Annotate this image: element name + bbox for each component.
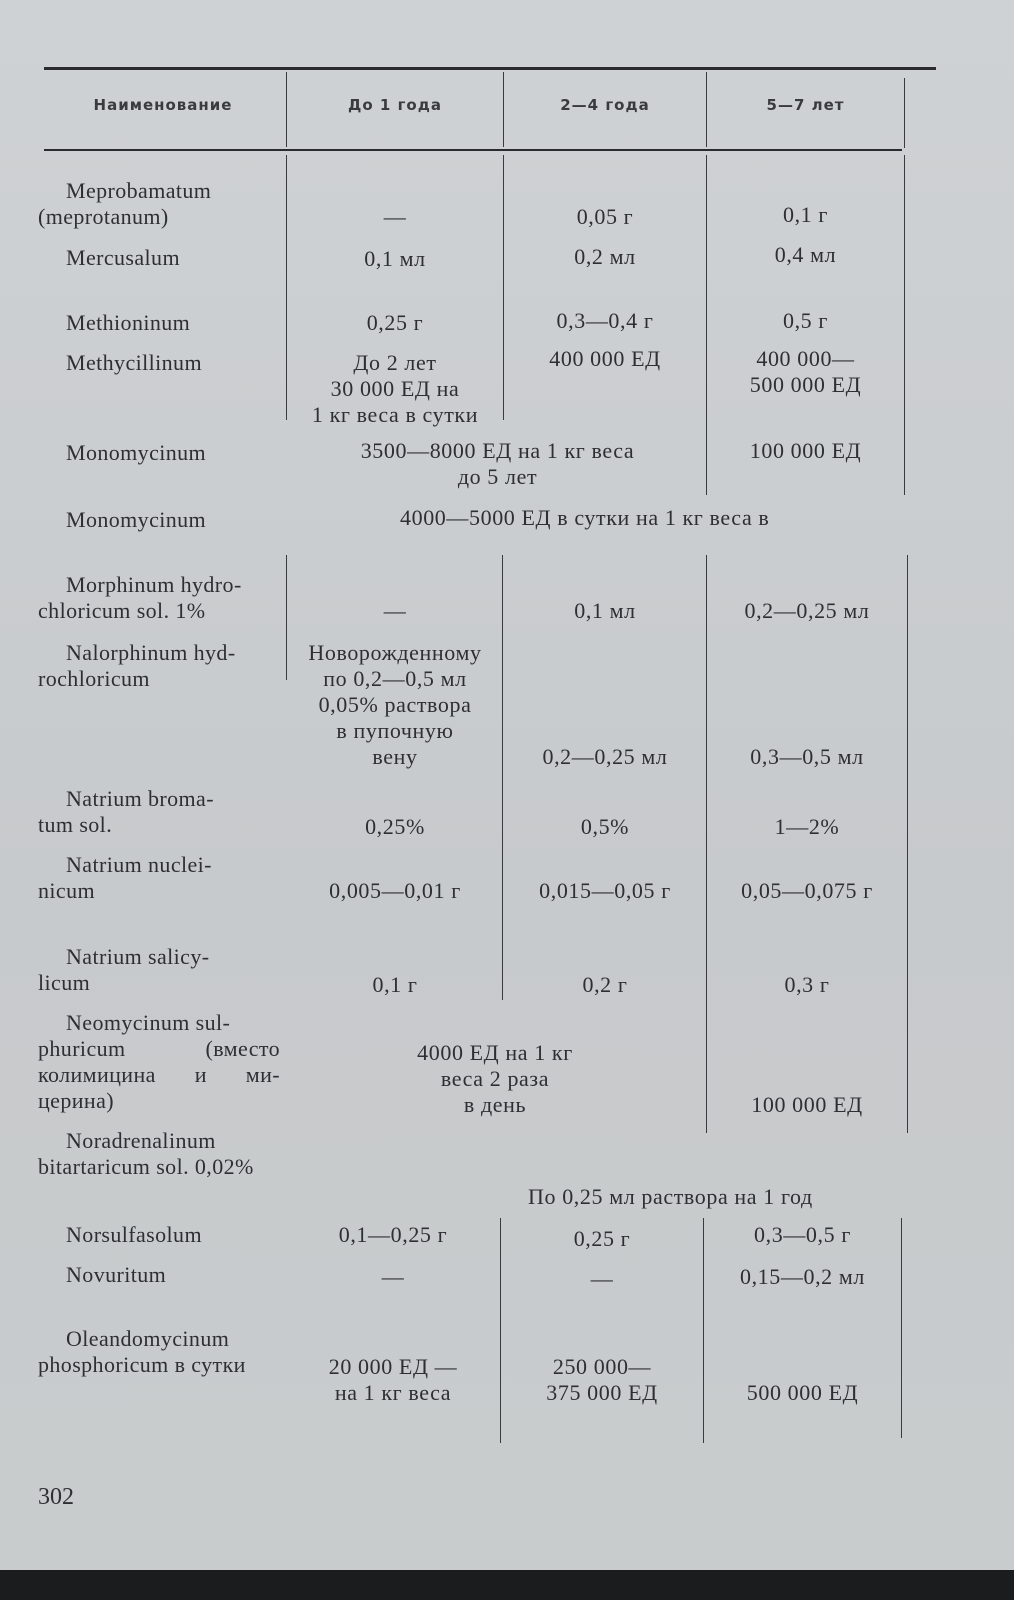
row-name: Neomycinum sul- phuricum (вместо колимицина и ми- церина) <box>38 1010 280 1113</box>
col-divider-2a <box>503 155 504 420</box>
cell-under-1: — <box>383 204 407 229</box>
cell-5-7: 100 000 ЕД <box>749 438 862 463</box>
cell-5-7: 0,5 г <box>782 308 829 333</box>
header-5-7: 5—7 лет <box>766 96 845 114</box>
row-name: Natrium salicy- licum <box>38 944 210 995</box>
cell-5-7: 0,4 мл <box>774 242 837 267</box>
cell-5-7: 0,15—0,2 мл <box>739 1264 865 1289</box>
top-rule <box>44 67 936 70</box>
page-number: 302 <box>38 1484 74 1510</box>
header-name: Наименование <box>93 96 233 114</box>
col-divider-1b <box>286 555 287 680</box>
cell-under-1: 0,1 г <box>372 972 418 997</box>
cell-2-4: 0,015—0,05 г <box>539 878 671 903</box>
cell-5-7: 100 000 ЕД <box>751 1092 863 1117</box>
row-name: Mercusalum <box>66 245 180 270</box>
col-divider-2b <box>502 555 503 1000</box>
cell-under-1: 0,1 мл <box>364 246 426 271</box>
cell-2-4: 250 000— 375 000 ЕД <box>546 1354 658 1405</box>
cell-5-7: 1—2% <box>774 814 840 839</box>
cell-5-7: 0,05—0,075 г <box>741 878 873 903</box>
row-name: Natrium broma- tum sol. <box>38 786 214 837</box>
cell-under-1: — <box>381 1264 405 1289</box>
cell-2-4: 0,2 г <box>582 972 628 997</box>
cell-under-1: 0,25% <box>365 814 425 839</box>
cell-2-4: 0,25 г <box>573 1226 631 1251</box>
header-divider-1 <box>286 72 287 147</box>
span-cell-all: По 0,25 мл раствора на 1 год <box>528 1184 813 1209</box>
cell-under-1: Новорожденному по 0,2—0,5 мл 0,05% раствора в пупочную вену <box>308 640 482 769</box>
row-name: Novuritum <box>66 1262 167 1287</box>
cell-under-1: 0,25 г <box>366 310 424 335</box>
row-name: Monomycinum <box>66 507 207 532</box>
cell-2-4: 400 000 ЕД <box>549 346 661 371</box>
cell-under-1: — <box>383 598 407 623</box>
col-divider-4b <box>907 555 908 1133</box>
span-cell-all: 4000—5000 ЕД в сутки на 1 кг веса в <box>400 505 770 530</box>
row-name: Monomycinum <box>66 440 207 465</box>
row-name: Methycillinum <box>66 350 202 375</box>
row-name: Meprobamatum (meprotanum) <box>38 178 212 229</box>
cell-2-4: 0,5% <box>580 814 630 839</box>
scan-edge <box>0 1570 1014 1600</box>
header-divider-4 <box>904 78 905 148</box>
row-name: Noradrenalinum bitartaricum sol. 0,02% <box>38 1128 254 1179</box>
cell-5-7: 0,2—0,25 мл <box>744 598 870 623</box>
col-divider-4c <box>901 1218 902 1438</box>
cell-under-1: 0,005—0,01 г <box>329 878 461 903</box>
row-name: Morphinum hydro- chloricum sol. 1% <box>38 572 242 623</box>
col-divider-4a <box>904 155 905 495</box>
cell-5-7: 500 000 ЕД <box>746 1380 859 1405</box>
cell-5-7: 0,1 г <box>782 202 829 227</box>
span-cell-under-5: 4000 ЕД на 1 кг веса 2 раза в день <box>417 1040 573 1117</box>
header-divider-3 <box>706 72 707 147</box>
cell-5-7: 0,3 г <box>784 972 830 997</box>
header-2-4: 2—4 года <box>560 96 650 114</box>
cell-under-1: 0,1—0,25 г <box>338 1222 448 1247</box>
span-cell-under-5: 3500—8000 ЕД на 1 кг веса до 5 лет <box>360 438 635 489</box>
cell-2-4: 0,05 г <box>576 204 634 229</box>
col-divider-3a <box>706 155 707 495</box>
row-name: Oleandomycinum phosphoricum в сутки <box>38 1326 246 1377</box>
row-name: Nalorphinum hyd- rochloricum <box>38 640 236 691</box>
col-divider-3b <box>706 555 707 1133</box>
col-divider-2c <box>500 1218 501 1443</box>
cell-2-4: 0,2 мл <box>574 244 636 269</box>
cell-2-4: 0,3—0,4 г <box>556 308 654 333</box>
row-name: Natrium nuclei- nicum <box>38 852 212 903</box>
cell-under-1: 20 000 ЕД — на 1 кг веса <box>328 1354 458 1405</box>
row-name: Norsulfasolum <box>66 1222 202 1247</box>
row-name: Methioninum <box>66 310 191 335</box>
cell-2-4: 0,1 мл <box>574 598 636 623</box>
cell-5-7: 0,3—0,5 мл <box>750 744 864 769</box>
header-under-1: До 1 года <box>348 96 442 114</box>
header-rule <box>44 149 902 151</box>
col-divider-3c <box>703 1218 704 1443</box>
header-divider-2 <box>503 72 504 147</box>
cell-2-4: — <box>590 1266 614 1291</box>
cell-2-4: 0,2—0,25 мл <box>542 744 668 769</box>
cell-under-1: До 2 лет 30 000 ЕД на 1 кг веса в сутки <box>311 350 479 427</box>
cell-5-7: 400 000— 500 000 ЕД <box>749 346 862 397</box>
cell-5-7: 0,3—0,5 г <box>754 1222 851 1247</box>
col-divider-1 <box>286 155 287 420</box>
